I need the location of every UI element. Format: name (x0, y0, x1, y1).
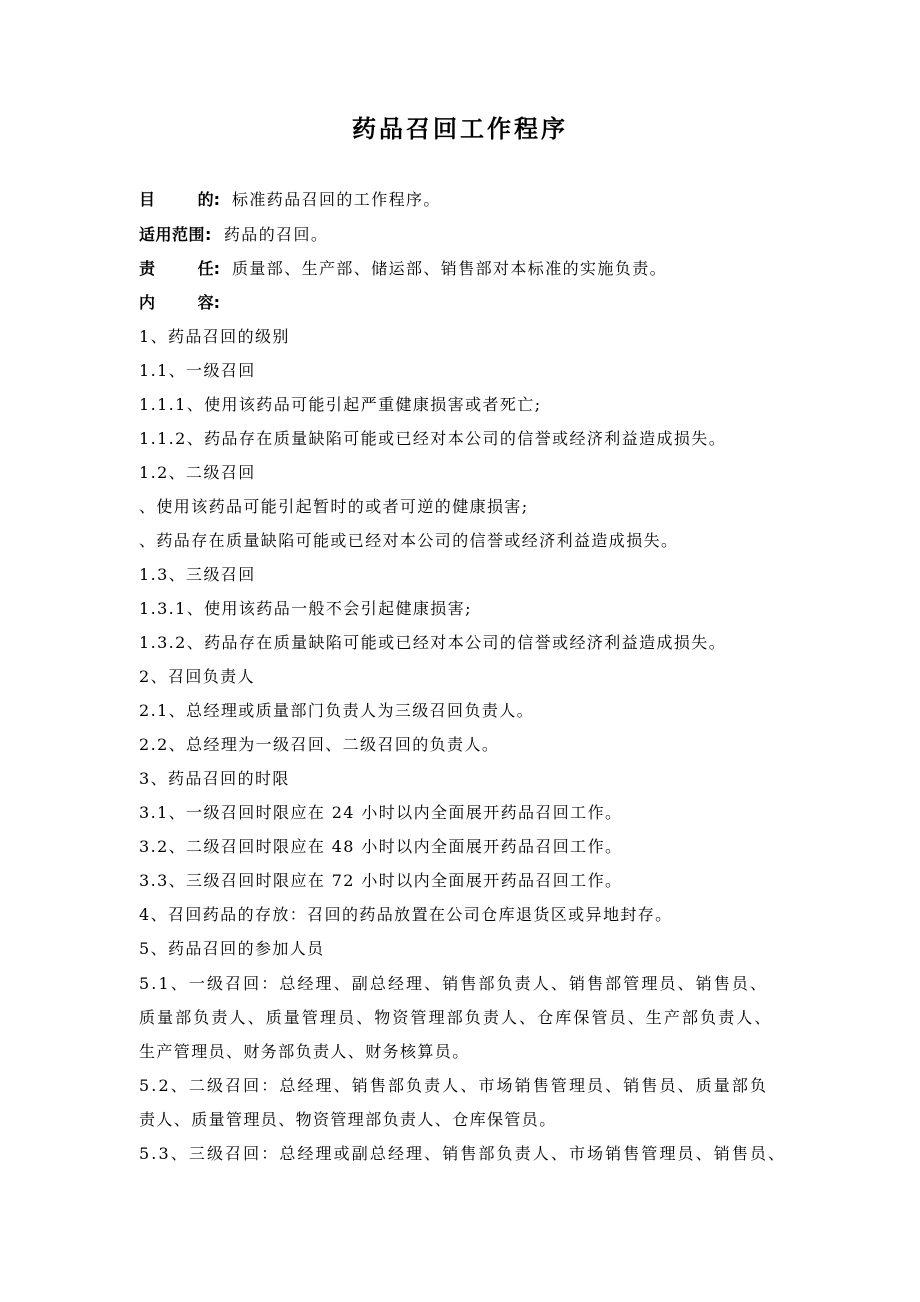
field-scope (139, 220, 328, 250)
body-line: 2.2、总经理为一级召回、二级召回的负责人。 (139, 735, 500, 754)
body-line: 1、药品召回的级别 (139, 327, 290, 346)
body-line: 5.1、一级召回：总经理、副总经理、销售部负责人、销售部管理员、销售员、 (139, 974, 769, 993)
field-content-label: 内 容: (139, 293, 220, 312)
body-line: 1.1.2、药品存在质量缺陷可能或已经对本公司的信誉或经济利益造成损失。 (139, 429, 727, 448)
field-content (139, 288, 220, 318)
field-responsibility (139, 254, 667, 284)
body-line: 责人、质量管理员、物资管理部负责人、仓库保管员。 (139, 1110, 557, 1129)
body-line: 4、召回药品的存放：召回的药品放置在公司仓库退货区或异地封存。 (139, 905, 673, 924)
body-line: 1.2、二级召回 (139, 463, 256, 482)
body-line: 2、召回负责人 (139, 667, 255, 686)
body-line: 1.1.1、使用该药品可能引起严重健康损害或者死亡; (139, 395, 542, 414)
body-line: 生产管理员、财务部负责人、财务核算员。 (139, 1042, 470, 1061)
body-line: 3、药品召回的时限 (139, 769, 290, 788)
field-responsibility-value: 质量部、生产部、储运部、销售部对本标准的实施负责。 (232, 259, 668, 278)
document-title: 药品召回工作程序 (352, 115, 568, 143)
body-line: 、药品存在质量缺陷可能或已经对本公司的信誉或经济利益造成损失。 (139, 531, 679, 550)
body-line: 2.1、总经理或质量部门负责人为三级召回负责人。 (139, 701, 535, 720)
body-line: 5.2、二级召回：总经理、销售部负责人、市场销售管理员、销售员、质量部负 (139, 1076, 769, 1095)
body-line: 3.2、二级召回时限应在 48 小时以内全面展开药品召回工作。 (139, 837, 623, 856)
body-line: 5.3、三级召回：总经理或副总经理、销售部负责人、市场销售管理员、销售员、 (139, 1144, 787, 1163)
body-line: 质量部负责人、质量管理员、物资管理部负责人、仓库保管员、生产部负责人、 (139, 1008, 773, 1027)
field-purpose-label: 目 的: (139, 190, 220, 209)
body-line: 1.3.1、使用该药品一般不会引起健康损害; (139, 599, 472, 618)
body-line: 1.1、一级召回 (139, 361, 256, 380)
field-purpose-value: 标准药品召回的工作程序。 (232, 190, 441, 209)
body-line: 5、药品召回的参加人员 (139, 939, 325, 958)
field-purpose (139, 185, 441, 215)
body-line: 1.3.2、药品存在质量缺陷可能或已经对本公司的信誉或经济利益造成损失。 (139, 633, 727, 652)
body-line: 3.3、三级召回时限应在 72 小时以内全面展开药品召回工作。 (139, 871, 623, 890)
body-line: 3.1、一级召回时限应在 24 小时以内全面展开药品召回工作。 (139, 803, 623, 822)
body-line: 、使用该药品可能引起暂时的或者可逆的健康损害; (139, 497, 529, 516)
field-scope-label: 适用范围: (139, 225, 212, 244)
body-line: 1.3、三级召回 (139, 565, 256, 584)
field-responsibility-label: 责 任: (139, 259, 220, 278)
field-scope-value: 药品的召回。 (223, 225, 329, 244)
